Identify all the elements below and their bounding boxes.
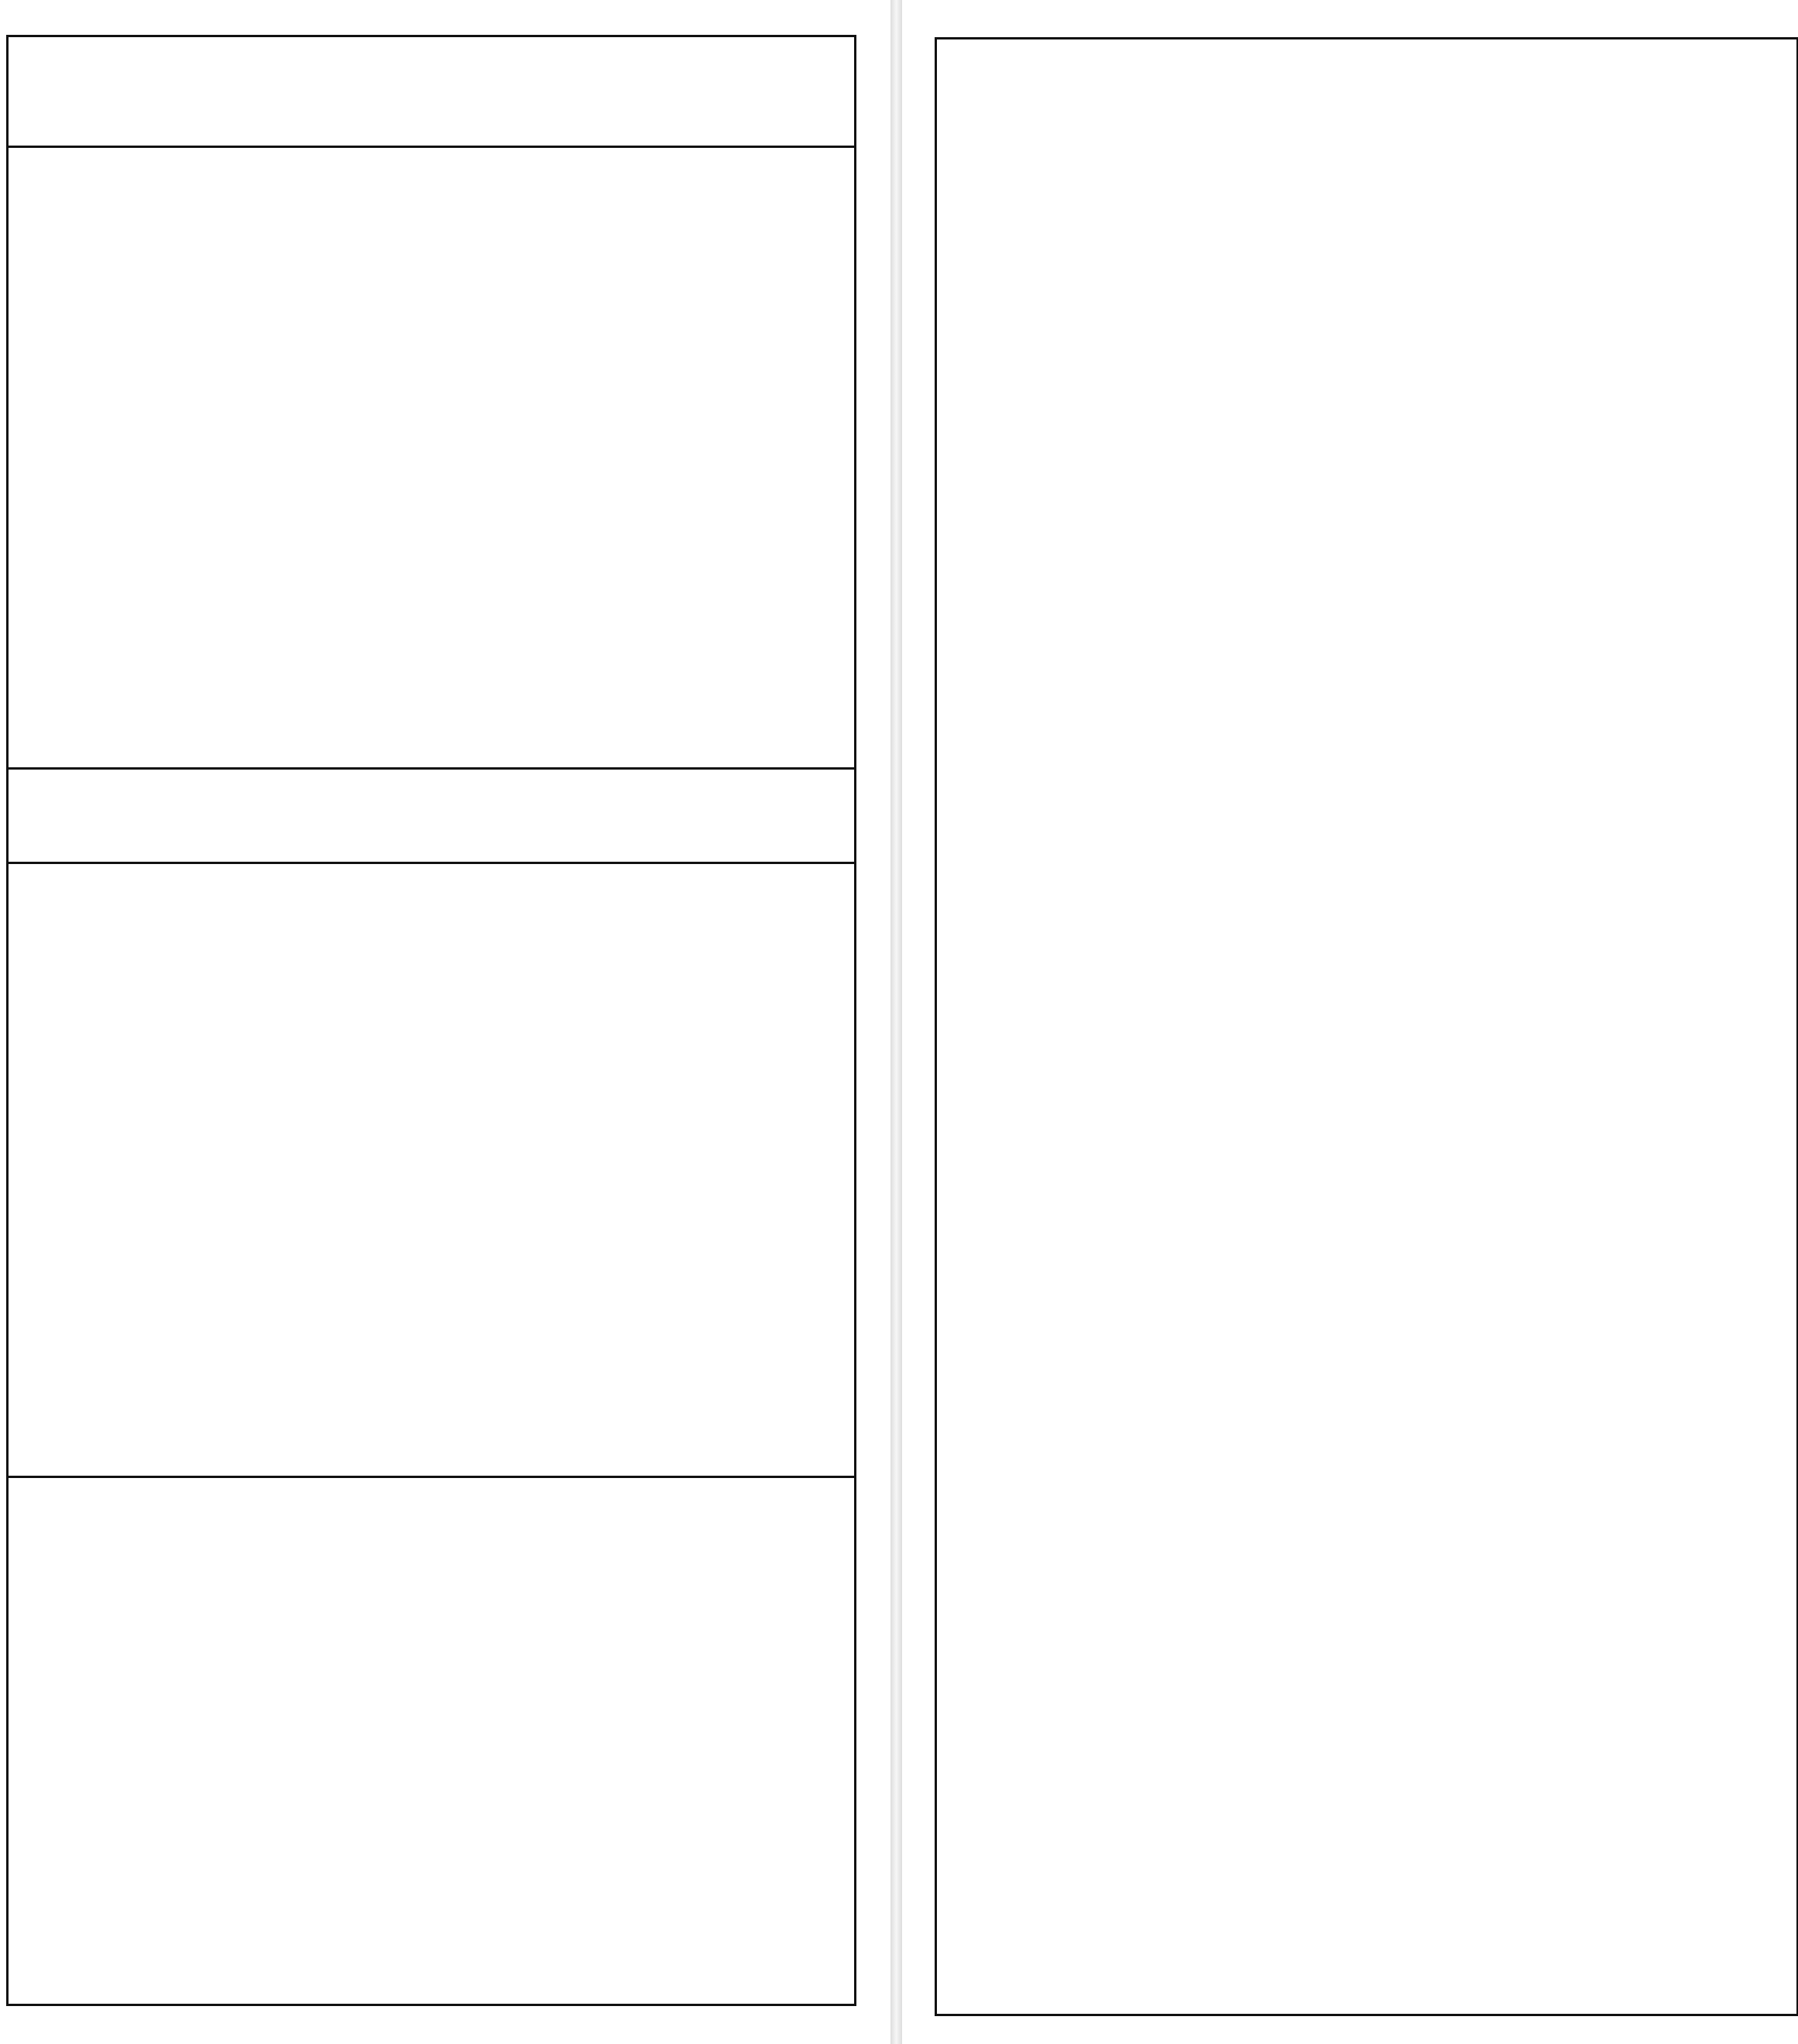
left-frame (6, 35, 856, 2006)
table5 (9, 862, 854, 1478)
table8 (1351, 1511, 1796, 2014)
left-page (0, 0, 890, 2044)
table7 (937, 1511, 1351, 2014)
table6 (937, 148, 1796, 1542)
right-page (902, 0, 1798, 2044)
page-gutter (890, 0, 902, 2044)
table4 (9, 146, 854, 770)
right-frame (935, 37, 1798, 2016)
